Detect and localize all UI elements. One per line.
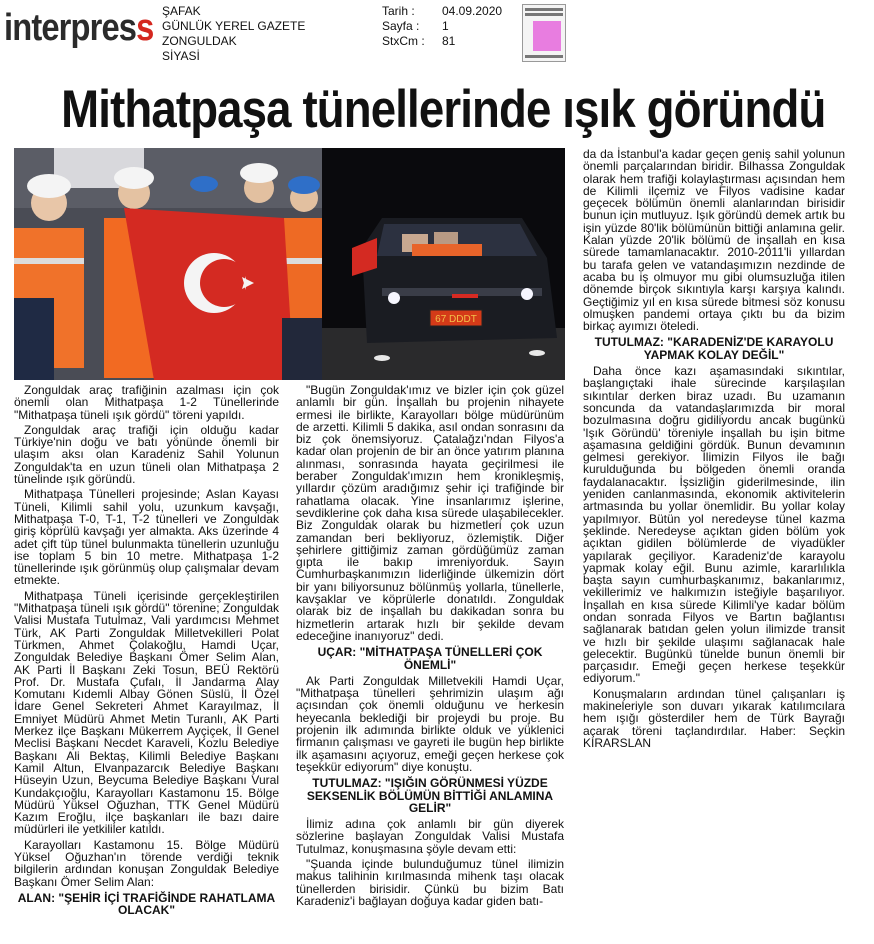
date-label: Tarih : [382, 4, 415, 18]
paragraph: Konuşmaların ardından tünel çalışanları iş makineleriyle son duvarı yıkarak katılımcılara hem ışığı gösterdiler hem de Türk Bayrağı açarak töreni taçlandırdılar. Haber: Seçkin KIRARSLAN [583, 686, 845, 750]
paragraph: Zonguldak araç trafiğinin azalması için çok önemli olan Mithatpaşa 1-2 Tünellerinde "Mithatpaşa tüneli ışık gördü" töreni yapıldı. [14, 383, 279, 422]
subheading-alan: ALAN: "ŞEHİR İÇİ TRAFİĞİNDE RAHATLAMA OLACAK" [17, 890, 276, 918]
date-value: 04.09.2020 [442, 4, 503, 18]
tunnel-car-photo [322, 148, 565, 380]
article-headline: Mithatpaşa tünellerinde ışık göründü [61, 80, 826, 139]
publication-info [162, 4, 305, 64]
publication-name: ŞAFAK [162, 4, 201, 18]
article-column-2 [296, 384, 564, 907]
article-column-3 [583, 148, 845, 749]
paragraph: da da İstanbul'a kadar geçen geniş sahil yolunun önemli parçalarından biridir. Bilhassa Zonguldak olarak hem trafiği kolaylaştırması açısından hem de Kilimli ilçemiz ve Filyos vadisine kadar geçecek bölümün önemli alanlarından birisidir bunun için mutluyuz. Işık göründü demek artık bu işin yüzde 80'lik bölümünün bittiği anlamına gelir. Kalan yüzde 20'lik bölümü de inşallah en kısa sürede tamamlanacaktır. 2010-2011'li yıllardan bu tarafa gelen ve vatandaşımızın nezdinde de acaba bu iş olmuyor mu gibi olumsuzluğa itilen dönemde birçok sıkıntıyla karşı karşıya kalındı. Geçtiğimiz yıl en kısa sürede bitmesi söz konusu olmuşken pandemi ortaya çıktı bu da bizim birkaç ayımızı öteledi. [583, 147, 845, 334]
ceremony-photo [14, 148, 322, 380]
paragraph: Daha önce kazı aşamasındaki sıkıntılar, başlangıçtaki ihale sürecinde karşılaşılan sıkıntılar derken biraz uzadı. Bu uzamanın soncunda da vatandaşlarımızda bir moral bozulmasına doğru gidiliyordu ancak bugünkü 'Işık Göründü' töreniyle inşallah bu işin bitme aşamasına geldiğini gördük. Bunun devamının gelmesi gerekiyor. İlimizin Filyos ile bağı kurulduğunda bu bölgeden önemli oranda faydalanacaktır. İşsizliğin giderilmesinde, ilin yeniden canlanmasında, ekonomik aktivitelerin artmasında bu yollar önemlidir. Bu yollar kolay yapılmıyor. Bütün yol neredeyse tünel kazma şeklinde. Neredeyse açıktan giden bölüm yok açıktan gidilen bölümlerde de viyadükler yapılarak geçiliyor. Karadeniz'de karayolu yapmak kolay eğil. Bunu azimle, kararlılıkla başta sayın cumhurbaşkanımız, bakanlarımız, vekillerimiz ve halkımızın isteğiyle başarılıyor. İnşallah en kısa sürede Kilimli'ye kadar bölüm ondan sonrada Filyos ve Bartın bağlantısı sağlanarak batıdan gelen yolun ilimizde transit ve hızlı bir şekilde ulaşımı sağlanacak hale gelecektir. Bugünkü tünelde bunun önemli bir parçasıdır. Emeği geçen herkese teşekkür ediyorum." [583, 364, 845, 686]
paragraph: "Şuanda içinde bulunduğumuz tünel ilimizin makus talihinin kırılmasında mihenk taşı olacak tünellerden birisidir. Çünkü bu bizim Batı Karadeniz'i bağlayan doğuya kadar giden batı- [296, 856, 564, 908]
article-column-1 [14, 384, 279, 920]
paragraph: Zonguldak araç trafiği için olduğu kadar Türkiye'nin doğu ve batı yönünde önemli bir ulaşım aksı olan Karadeniz Sahil Yolunun Zonguldak'ta en uzun tüneli olan Mithatpaşa 2 tünelinde ışık göründü. [14, 422, 279, 487]
ceremony-photo-illustration [14, 148, 322, 380]
paragraph: İlimiz adına çok anlamlı bir gün diyerek sözlerine başlayan Zonguldak Valisi Mustafa Tutulmaz, konuşmasına şöyle devam etti: [296, 817, 564, 856]
paragraph: Mithatpaşa Tünelleri projesinde; Aslan Kayası Tüneli, Kilimli sahil yolu, uzunkum kavşağı, Mithatpaşa T-0, T-1, T-2 tünelleri ve Zonguldak giriş köprülü kavşağı yer almakta. Aks üzerinde 4 adet çift tüp tünel bulunmakta tünellerin uzunluğu ise toplam 5 bin 10 metre. Mithatpaşa 1-2 tünellerinde ışık görünmüş olup çalışmalar devam etmekte. [14, 487, 279, 588]
tunnel-car-illustration [322, 148, 565, 380]
subheading-tutulmaz-1: TUTULMAZ: "IŞIĞIN GÖRÜNMESİ YÜZDE SEKSENLİK BÖLÜMÜN BİTTİĞİ ANLAMINA GELİR" [306, 776, 554, 815]
subheading-ucar: UÇAR: "MİTHATPAŞA TÜNELLERİ ÇOK ÖNEMLİ" [317, 645, 543, 672]
publication-section: SİYASİ [162, 49, 200, 63]
page-label: Sayfa : [382, 19, 420, 33]
paragraph: Mithatpaşa Tüneli içerisinde gerçekleştirilen "Mithatpaşa tüneli ışık gördü" törenine; Zonguldak Valisi Mustafa Tutulmaz, Vali yardımcısı Mehmet Türk, AK Parti Zonguldak Milletvekilleri Polat Türkmen, Ahmet Çolakoğlu, Hamdi Uçar, Zonguldak Belediye Başkanı Ömer Selim Alan, AK Parti İl Başkanı Zeki Tosun, BEÜ Rektörü Prof. Dr. Mustafa Çufalı, İl Jandarma Alay Komutanı Kıdemli Albay Gönen Süslü, İl Özel İdare Genel Sekreteri Ahmet Karayılmaz, İl Emniyet Müdürü Ahmet Metin Turanlı, AK Parti Merkez ilçe Başkanı Mükerrem Ayçiçek, İl Genel Meclisi Başkanı Necdet Karaveli, Kozlu Belediye Başkanı Ali Bektaş, Kilimli Belediye Başkanı Kamil Altun, Elvanpazarcık Belediye Başkanı Hüseyin Uzun, Beycuma Belediye Başkanı Vural Kundakçıoğlu, Karayolları Kastamonu 15. Bölge Müdürü Yüksel Oğuzhan, TTK Genel Müdürü Kazım Eroğlu, ilçe başkanları ile bazı daire müdürleri ile yetkililer katıldı. [14, 588, 279, 837]
subheading-tutulmaz-2: TUTULMAZ: "KARADENİZ'DE KARAYOLU YAPMAK KOLAY DEĞİL" [594, 335, 834, 362]
paragraph: Karayolları Kastamonu 15. Bölge Müdürü Yüksel Oğuzhan'ın törende verdiği teknik bilgilerin ardından konuşan Zonguldak Belediye Başkanı Ömer Selim Alan: [14, 837, 279, 889]
interpress-logo: interpress [4, 7, 154, 49]
license-plate: 67 DDDT [435, 314, 477, 325]
publication-city: ZONGULDAK [162, 34, 237, 48]
stxcm-label: StxCm : [382, 34, 425, 48]
page-thumbnail[interactable] [522, 4, 566, 62]
paragraph: Ak Parti Zonguldak Milletvekili Hamdi Uçar, "Mithatpaşa tünelleri şehrimizin ulaşım ağı açısından çok önemli olduğunu ve herkesin heyecanla beklediği bir projeydi bu proje. Bu projenin ilk adımında birlikte olduk ve yüklenici firmanın çalışması ve gayreti ile bugün hep birlikte ilk aşamasını açıyoruz, emeği geçen herkese çok teşekkür ediyorum" diye konuştu. [296, 673, 564, 774]
page-value: 1 [442, 19, 449, 33]
publication-type: GÜNLÜK YEREL GAZETE [162, 19, 306, 33]
clipping-meta [382, 4, 512, 49]
paragraph: "Bugün Zonguldak'ımız ve bizler için çok güzel anlamlı bir gün. İnşallah bu projenin nihayete ermesi ile birlikte, Karayolları bölge müdürünüm de arzetti. Kilimli 5 dakika, asıl ondan sonrasını da biz çok önemsiyoruz. Çatalağzı'ndan Filyos'a kadar olan projenin de bir an önce yatırım planına alınması, sonrasında hayata geçirilmesi ile beraber Zonguldak'ımızın hem kronikleşmiş, yıllardır çözüm aradığımız şehir içi trafiğinde bir rahatlama olacak. Yine insanlarımız işlerine, sevdiklerine çok daha kısa sürede ulaşabilecekler. Biz Zonguldak olarak bu hizmetleri çok uzun zamandan beri bekliyoruz, özlemiştik. Diğer şehirlere gittiğimiz zaman gördüğümüz zaman gıpta ile bakıp imreniyorduk. Sayın Cumhurbaşkanımızın liderliğinde ülkemizin dört bir yanı biliyorsunuz bölünmüş yollarla, tünellerle, kavşaklar ve köprülerle donatıldı. Zonguldak olarak biz de inşallah bu dakikadan sonra bu hizmetlerin artarak hızlı bir şekilde devam edeceğine inanıyoruz" dedi. [296, 383, 564, 643]
stxcm-value: 81 [442, 34, 456, 48]
